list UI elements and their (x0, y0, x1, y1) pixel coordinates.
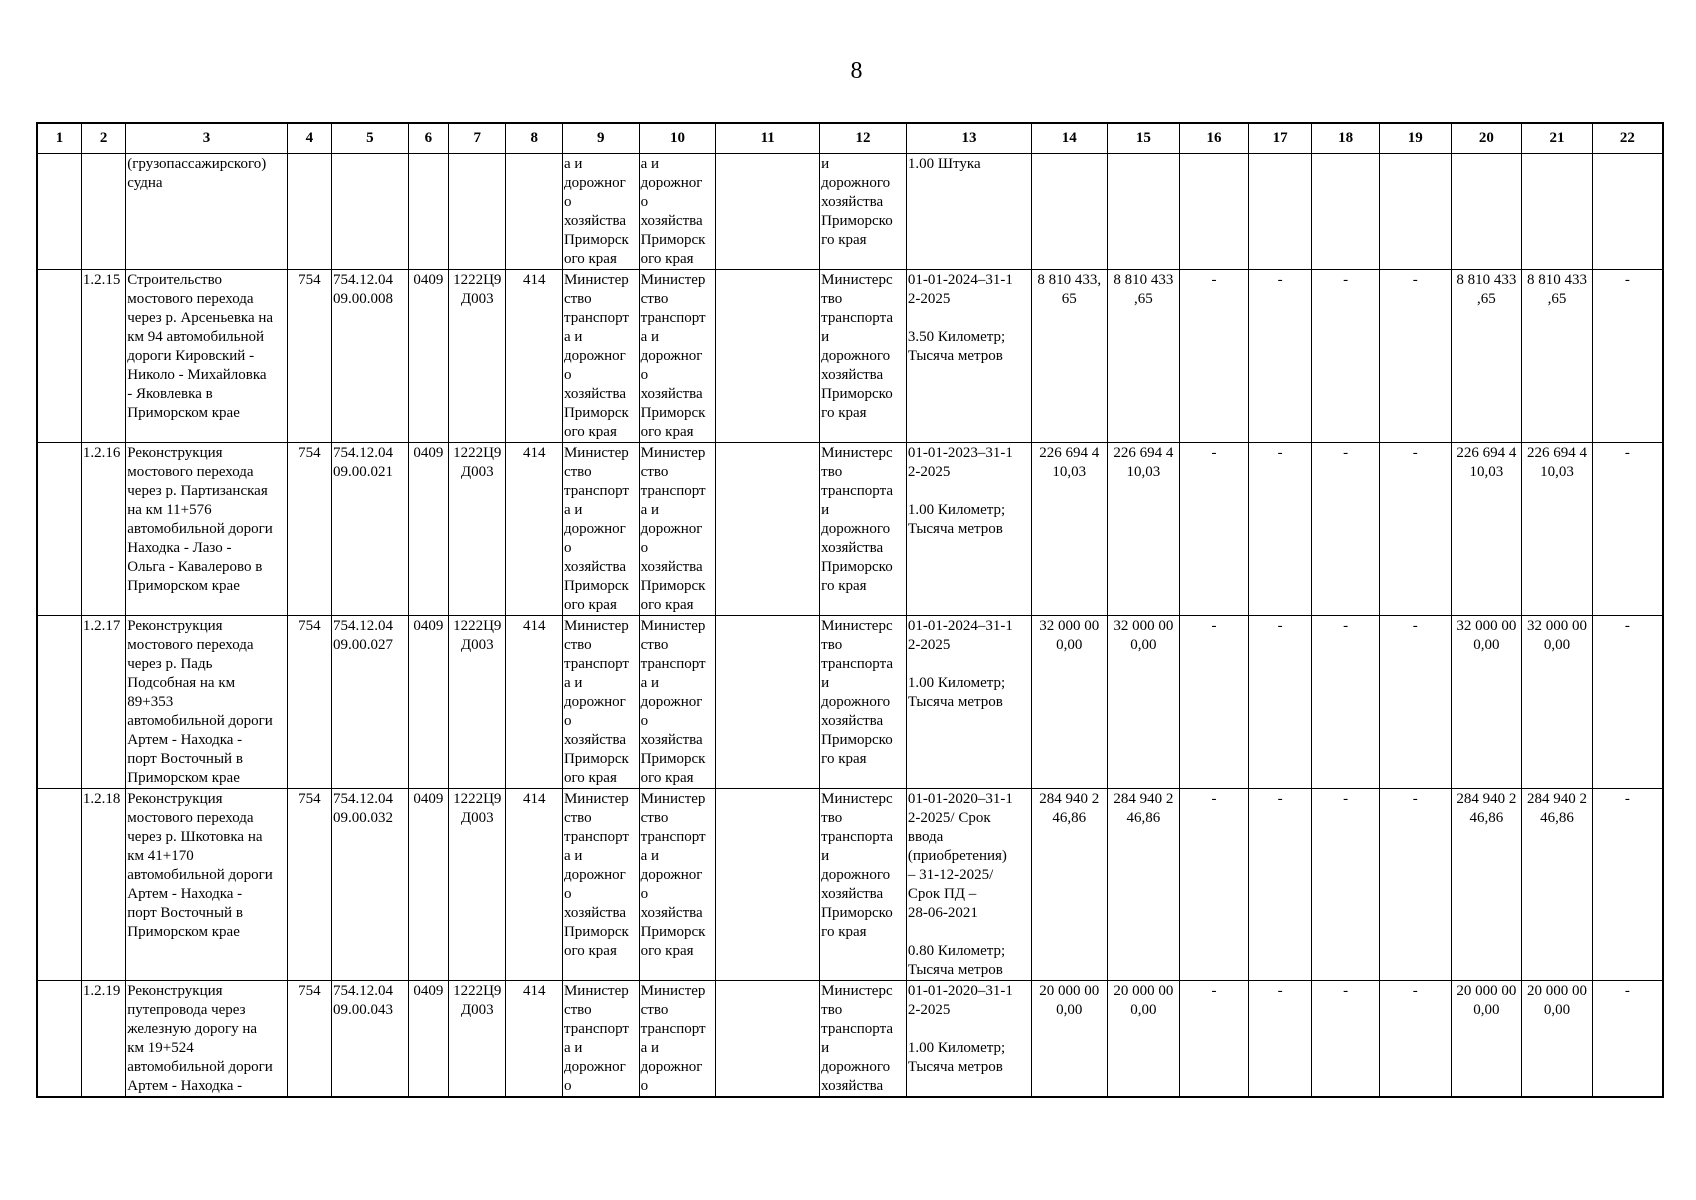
cell-col21: 32 000 00 0,00 (1522, 616, 1593, 789)
cell-cost: 8 810 433, 65 (1031, 270, 1107, 443)
column-header: 19 (1379, 123, 1451, 154)
cell-period-capacity: 1.00 Штука (906, 154, 1031, 270)
cell-target-article: 1222Ц9 Д003 (449, 981, 506, 1098)
cell-col17: - (1248, 981, 1312, 1098)
cell-expense-type: 414 (506, 616, 562, 789)
header-row (37, 123, 1663, 154)
cell-col18: - (1312, 270, 1380, 443)
cell-developer: Министер ство транспорт а и дорожног о хозяйства Приморск ого края (639, 270, 716, 443)
column-header: 11 (716, 123, 820, 154)
cell-section: 0409 (408, 270, 448, 443)
cell-total: 20 000 00 0,00 (1107, 981, 1180, 1098)
cell-col19 (1379, 154, 1451, 270)
cell-period-capacity: 01-01-2024–31-1 2-2025 3.50 Километр; Тысяча метров (906, 270, 1031, 443)
cell-target-code (332, 154, 409, 270)
cell-executor: Министерс тво транспорта и дорожного хозяйства Приморско го края (820, 270, 907, 443)
cell-col1 (37, 789, 81, 981)
table-row (37, 154, 1663, 270)
cell-period-capacity: 01-01-2020–31-1 2-2025/ Срок ввода (приобретения) – 31-12-2025/ Срок ПД – 28-06-2021 0.80 Километр; Тысяча метров (906, 789, 1031, 981)
cell-developer: а и дорожног о хозяйства Приморск ого края (639, 154, 716, 270)
cell-col11 (716, 789, 820, 981)
cell-col19: - (1379, 270, 1451, 443)
table-row (37, 789, 1663, 981)
cell-col22: - (1592, 443, 1663, 616)
column-header: 4 (287, 123, 331, 154)
cell-expense-type: 414 (506, 443, 562, 616)
cell-target-code: 754.12.04 09.00.008 (332, 270, 409, 443)
cell-code: 754 (287, 789, 331, 981)
cell-col21 (1522, 154, 1593, 270)
table-row (37, 270, 1663, 443)
cell-col17 (1248, 154, 1312, 270)
cell-item-number (81, 154, 125, 270)
cell-col1 (37, 270, 81, 443)
cell-developer: Министер ство транспорт а и дорожног о (639, 981, 716, 1098)
column-header: 8 (506, 123, 562, 154)
cell-col19: - (1379, 443, 1451, 616)
cell-col11 (716, 443, 820, 616)
cell-executor: и дорожного хозяйства Приморско го края (820, 154, 907, 270)
cell-target-article: 1222Ц9 Д003 (449, 443, 506, 616)
cell-section: 0409 (408, 616, 448, 789)
cell-section: 0409 (408, 789, 448, 981)
cell-executor: Министерс тво транспорта и дорожного хозяйства (820, 981, 907, 1098)
cell-target-article: 1222Ц9 Д003 (449, 270, 506, 443)
cell-total: 8 810 433 ,65 (1107, 270, 1180, 443)
cell-object-name: Строительство мостового перехода через р. Арсеньевка на км 94 автомобильной дороги Кировский - Николо - Михайловка - Яковлевка в Приморском крае (126, 270, 287, 443)
cell-object-name: Реконструкция мостового перехода через р. Падь Подсобная на км 89+353 автомобильной дороги Артем - Находка - порт Восточный в Приморском крае (126, 616, 287, 789)
cell-cost: 226 694 4 10,03 (1031, 443, 1107, 616)
cell-target-code: 754.12.04 09.00.021 (332, 443, 409, 616)
cell-customer: Министер ство транспорт а и дорожног о (562, 981, 639, 1098)
cell-col17: - (1248, 789, 1312, 981)
column-header: 5 (332, 123, 409, 154)
cell-col20: 284 940 2 46,86 (1451, 789, 1522, 981)
column-header: 18 (1312, 123, 1380, 154)
cell-item-number: 1.2.15 (81, 270, 125, 443)
cell-col17: - (1248, 270, 1312, 443)
cell-col1 (37, 981, 81, 1098)
cell-total: 226 694 4 10,03 (1107, 443, 1180, 616)
cell-code: 754 (287, 443, 331, 616)
cell-col1 (37, 154, 81, 270)
cell-col20: 32 000 00 0,00 (1451, 616, 1522, 789)
cell-col20: 8 810 433 ,65 (1451, 270, 1522, 443)
cell-col18: - (1312, 616, 1380, 789)
column-header: 7 (449, 123, 506, 154)
cell-col21: 20 000 00 0,00 (1522, 981, 1593, 1098)
cell-col16: - (1180, 443, 1249, 616)
cell-item-number: 1.2.17 (81, 616, 125, 789)
cell-item-number: 1.2.16 (81, 443, 125, 616)
cell-cost: 284 940 2 46,86 (1031, 789, 1107, 981)
cell-code: 754 (287, 981, 331, 1098)
table-row (37, 443, 1663, 616)
cell-col1 (37, 443, 81, 616)
cell-customer: Министер ство транспорт а и дорожног о хозяйства Приморск ого края (562, 789, 639, 981)
cell-col16 (1180, 154, 1249, 270)
cell-expense-type (506, 154, 562, 270)
cell-section: 0409 (408, 981, 448, 1098)
cell-executor: Министерс тво транспорта и дорожного хозяйства Приморско го края (820, 616, 907, 789)
cell-col18: - (1312, 981, 1380, 1098)
cell-item-number: 1.2.19 (81, 981, 125, 1098)
cell-object-name: (грузопассажирского) судна (126, 154, 287, 270)
cell-developer: Министер ство транспорт а и дорожног о хозяйства Приморск ого края (639, 443, 716, 616)
column-header: 1 (37, 123, 81, 154)
cell-col16: - (1180, 270, 1249, 443)
cell-item-number: 1.2.18 (81, 789, 125, 981)
column-header: 13 (906, 123, 1031, 154)
cell-col20: 226 694 4 10,03 (1451, 443, 1522, 616)
column-header: 14 (1031, 123, 1107, 154)
cell-total: 284 940 2 46,86 (1107, 789, 1180, 981)
column-header: 10 (639, 123, 716, 154)
cell-col11 (716, 270, 820, 443)
cell-section: 0409 (408, 443, 448, 616)
cell-col17: - (1248, 616, 1312, 789)
column-header: 22 (1592, 123, 1663, 154)
page-number: 8 (850, 58, 863, 84)
cell-col21: 226 694 4 10,03 (1522, 443, 1593, 616)
cell-target-article: 1222Ц9 Д003 (449, 616, 506, 789)
cell-target-article: 1222Ц9 Д003 (449, 789, 506, 981)
cell-target-code: 754.12.04 09.00.032 (332, 789, 409, 981)
cell-expense-type: 414 (506, 270, 562, 443)
cell-col22: - (1592, 789, 1663, 981)
cell-col21: 284 940 2 46,86 (1522, 789, 1593, 981)
table-row (37, 981, 1663, 1098)
cell-customer: Министер ство транспорт а и дорожног о хозяйства Приморск ого края (562, 443, 639, 616)
column-header: 17 (1248, 123, 1312, 154)
cell-object-name: Реконструкция мостового перехода через р. Шкотовка на км 41+170 автомобильной дороги Артем - Находка - порт Восточный в Приморском крае (126, 789, 287, 981)
cell-cost: 32 000 00 0,00 (1031, 616, 1107, 789)
cell-col20 (1451, 154, 1522, 270)
cell-developer: Министер ство транспорт а и дорожног о хозяйства Приморск ого края (639, 616, 716, 789)
cell-col20: 20 000 00 0,00 (1451, 981, 1522, 1098)
cell-period-capacity: 01-01-2020–31-1 2-2025 1.00 Километр; Тысяча метров (906, 981, 1031, 1098)
cell-col18 (1312, 154, 1380, 270)
cell-col16: - (1180, 616, 1249, 789)
cell-col19: - (1379, 616, 1451, 789)
cell-col16: - (1180, 789, 1249, 981)
cell-executor: Министерс тво транспорта и дорожного хозяйства Приморско го края (820, 789, 907, 981)
cell-col17: - (1248, 443, 1312, 616)
cell-customer: Министер ство транспорт а и дорожног о хозяйства Приморск ого края (562, 616, 639, 789)
cell-period-capacity: 01-01-2023–31-1 2-2025 1.00 Километр; Тысяча метров (906, 443, 1031, 616)
column-header: 12 (820, 123, 907, 154)
column-header: 21 (1522, 123, 1593, 154)
cell-developer: Министер ство транспорт а и дорожног о хозяйства Приморск ого края (639, 789, 716, 981)
cell-col11 (716, 154, 820, 270)
cell-target-code: 754.12.04 09.00.027 (332, 616, 409, 789)
cell-customer: а и дорожног о хозяйства Приморск ого края (562, 154, 639, 270)
cell-target-article (449, 154, 506, 270)
column-header: 9 (562, 123, 639, 154)
cell-target-code: 754.12.04 09.00.043 (332, 981, 409, 1098)
cell-total (1107, 154, 1180, 270)
cell-code: 754 (287, 616, 331, 789)
column-header: 16 (1180, 123, 1249, 154)
cell-code (287, 154, 331, 270)
cell-col18: - (1312, 443, 1380, 616)
cell-col1 (37, 616, 81, 789)
column-header: 20 (1451, 123, 1522, 154)
cell-object-name: Реконструкция мостового перехода через р. Партизанская на км 11+576 автомобильной дороги Находка - Лазо - Ольга - Кавалерово в Приморском крае (126, 443, 287, 616)
cell-col21: 8 810 433 ,65 (1522, 270, 1593, 443)
cell-col22 (1592, 154, 1663, 270)
cell-col22: - (1592, 616, 1663, 789)
cell-col18: - (1312, 789, 1380, 981)
cell-object-name: Реконструкция путепровода через железную дорогу на км 19+524 автомобильной дороги Артем - Находка - (126, 981, 287, 1098)
table-row (37, 616, 1663, 789)
cell-cost: 20 000 00 0,00 (1031, 981, 1107, 1098)
column-header: 2 (81, 123, 125, 154)
cell-col16: - (1180, 981, 1249, 1098)
cell-col19: - (1379, 981, 1451, 1098)
data-table (36, 122, 1664, 1098)
cell-col22: - (1592, 981, 1663, 1098)
cell-expense-type: 414 (506, 789, 562, 981)
cell-expense-type: 414 (506, 981, 562, 1098)
cell-executor: Министерс тво транспорта и дорожного хозяйства Приморско го края (820, 443, 907, 616)
column-header: 3 (126, 123, 287, 154)
column-header: 6 (408, 123, 448, 154)
cell-total: 32 000 00 0,00 (1107, 616, 1180, 789)
cell-col11 (716, 616, 820, 789)
cell-customer: Министер ство транспорт а и дорожног о хозяйства Приморск ого края (562, 270, 639, 443)
cell-section (408, 154, 448, 270)
cell-code: 754 (287, 270, 331, 443)
cell-col19: - (1379, 789, 1451, 981)
cell-cost (1031, 154, 1107, 270)
cell-period-capacity: 01-01-2024–31-1 2-2025 1.00 Километр; Тысяча метров (906, 616, 1031, 789)
column-header: 15 (1107, 123, 1180, 154)
cell-col11 (716, 981, 820, 1098)
cell-col22: - (1592, 270, 1663, 443)
